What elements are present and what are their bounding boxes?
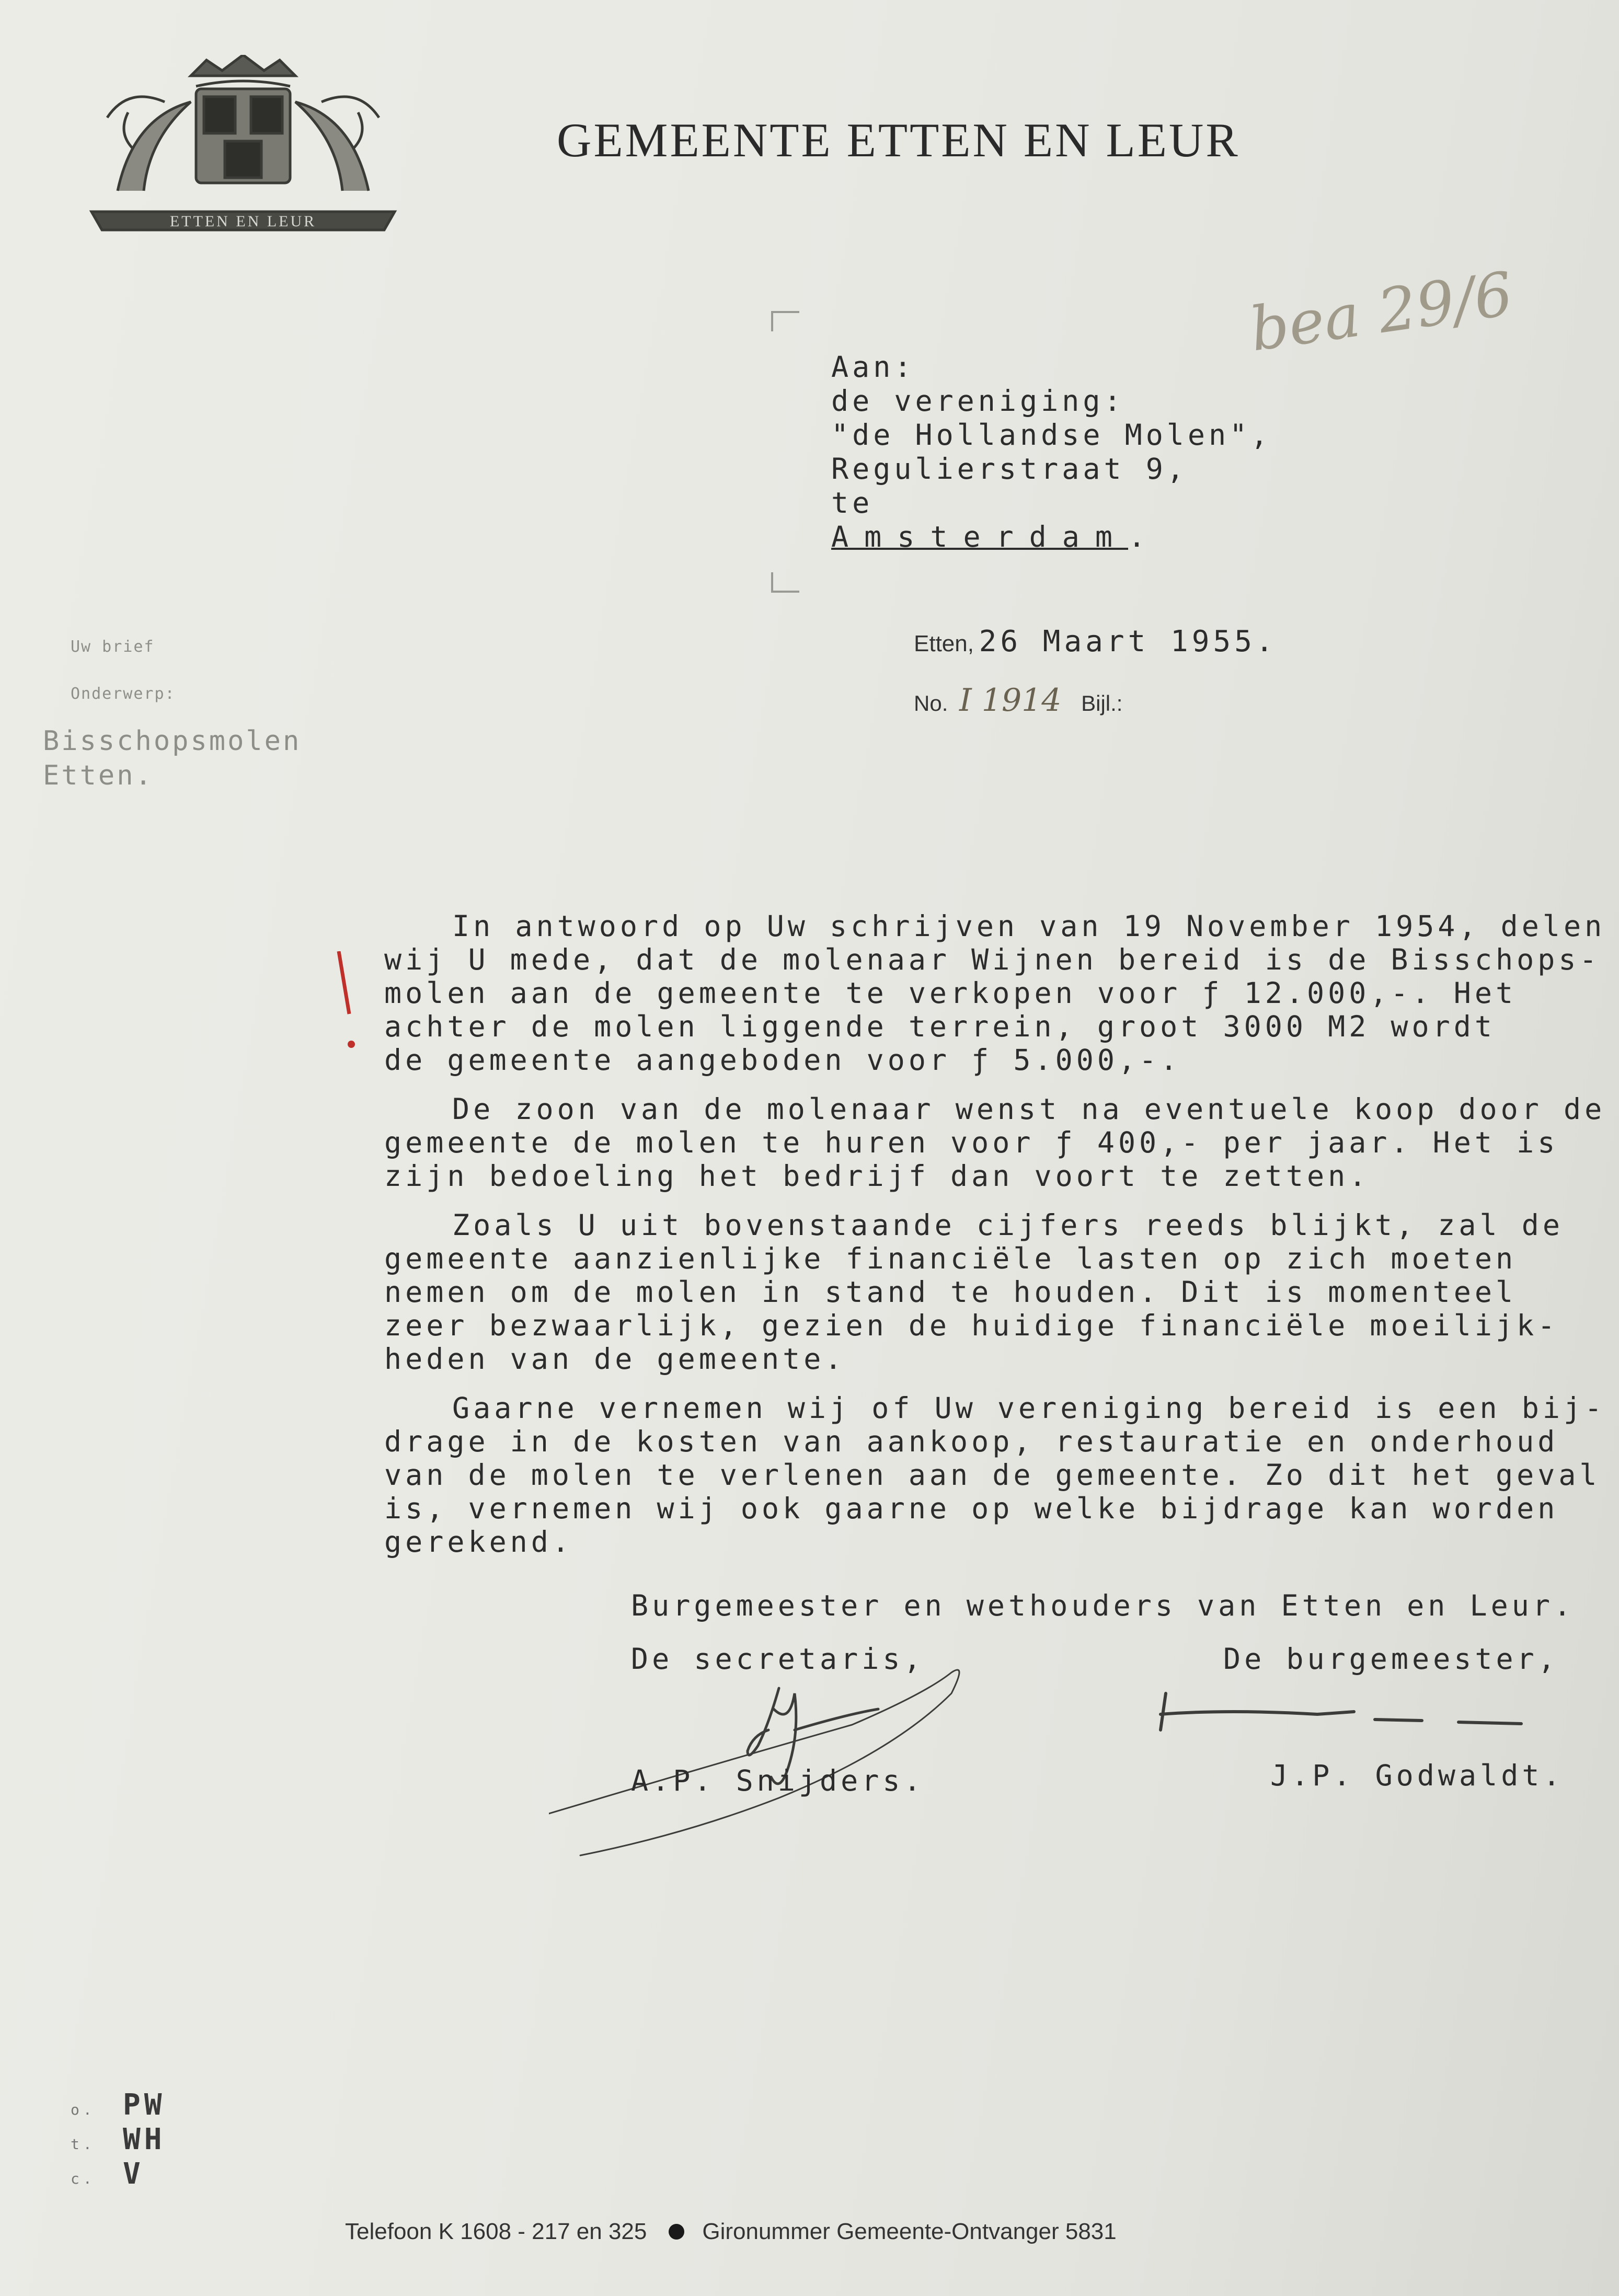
footer-phone: Telefoon K 1608 - 217 en 325 [345,2219,647,2244]
recipient-line: de vereniging: [831,384,1125,418]
recipient-city: Amsterdam [831,520,1129,553]
reference-number: I 1914 [959,682,1062,719]
municipal-crest [86,55,400,235]
subject-line: Etten. [43,760,154,791]
body-line: wij U mede, dat de molenaar Wijnen bereid is de Bisschops- [384,943,1601,976]
crest-motto: ETTEN EN LEUR [169,213,317,230]
recipient-address [831,350,1271,554]
dateline [914,625,1277,659]
body-line: is, vernemen wij ook gaarne op welke bijdrage kan worden [384,1492,1559,1525]
body-line: zijn bedoeling het bedrijf dan voort te zetten. [384,1159,1370,1193]
secretary-name: A.P. Snijders. [631,1764,925,1797]
bullet-icon [669,2224,684,2240]
initials-letter: o. [71,2101,96,2118]
recipient-line: Aan: [831,350,915,384]
body-line: gemeente aanzienlijke financiële lasten op zich moeten [384,1242,1517,1275]
body-paragraph-3 [384,1208,1587,1376]
red-margin-mark-icon [335,951,366,1056]
subject-label: Onderwerp: [71,685,176,703]
body-line: De zoon van de molenaar wenst na eventuele koop door de [452,1092,1606,1126]
body-paragraph-4 [384,1391,1606,1559]
window-corner-bottom [771,572,799,593]
crest-icon [86,55,400,235]
body-line: In antwoord op Uw schrijven van 19 November 1954, delen [452,909,1606,943]
mayor-name: J.P. Godwaldt. [1270,1759,1564,1792]
initials-mark: PW [123,2088,166,2122]
routing-initials [71,2088,165,2191]
initials-row [71,2157,165,2191]
handwritten-annotation: beа 29/6 [1246,259,1517,365]
body-line: van de molen te verlenen aan de gemeente. Zo dit het geval [384,1458,1601,1492]
body-line: nemen om de molen in stand te houden. Dit is momenteel [384,1275,1517,1309]
reference-number-label: No. [914,691,948,716]
body-paragraph-1 [384,909,1606,1077]
enclosure-label: Bijl.: [1081,691,1123,716]
letterhead-title: GEMEENTE ETTEN EN LEUR [557,113,1240,167]
body-line: gemeente de molen te huren voor ƒ 400,- per jaar. Het is [384,1126,1559,1159]
reference-line [914,682,1122,719]
body-line: heden van de gemeente. [384,1342,846,1376]
letter-date: 26 Maart 1955. [979,625,1277,659]
date-place: Etten, [914,631,974,656]
initials-mark: WH [123,2122,166,2156]
recipient-city-line [831,520,1271,554]
closing-line: Burgemeester en wethouders van Etten en Leur. [631,1589,1575,1622]
footer-giro: Gironummer Gemeente-Ontvanger 5831 [702,2219,1117,2244]
mayor-title: De burgemeester, [1223,1642,1559,1676]
secretary-title: De secretaris, [631,1642,925,1676]
subject-line: Bisschopsmolen [43,725,302,757]
subject-value [43,724,301,793]
body-line: molen aan de gemeente te verkopen voor ƒ 12.000,-. Het [384,976,1517,1010]
body-line: gerekend. [384,1525,573,1559]
initials-mark: V [123,2157,144,2191]
initials-letter: c. [71,2170,96,2187]
letter-footer [345,2219,1117,2245]
initials-row [71,2122,165,2157]
body-paragraph-2 [384,1092,1606,1193]
recipient-line: te [831,486,874,520]
body-line: Zoals U uit bovenstaande cijfers reeds blijkt, zal de [452,1208,1564,1242]
recipient-city-suffix: . [1128,520,1150,553]
body-line: drage in de kosten van aankoop, restauratie en onderhoud [384,1425,1559,1458]
window-corner-top [771,311,799,331]
initials-row [71,2088,165,2122]
body-line: achter de molen liggende terrein, groot 3000 M2 wordt [384,1010,1496,1043]
body-line: Gaarne vernemen wij of Uw vereniging bereid is een bij- [452,1391,1606,1425]
body-line: de gemeente aangeboden voor ƒ 5.000,-. [384,1043,1181,1077]
recipient-line: Regulierstraat 9, [831,452,1188,486]
letter-body [384,909,1606,1574]
body-line: zeer bezwaarlijk, gezien de huidige financiële moeilijk- [384,1309,1559,1342]
recipient-line: "de Hollandse Molen", [831,418,1272,452]
initials-letter: t. [71,2136,96,2153]
your-letter-label: Uw brief [71,638,155,656]
